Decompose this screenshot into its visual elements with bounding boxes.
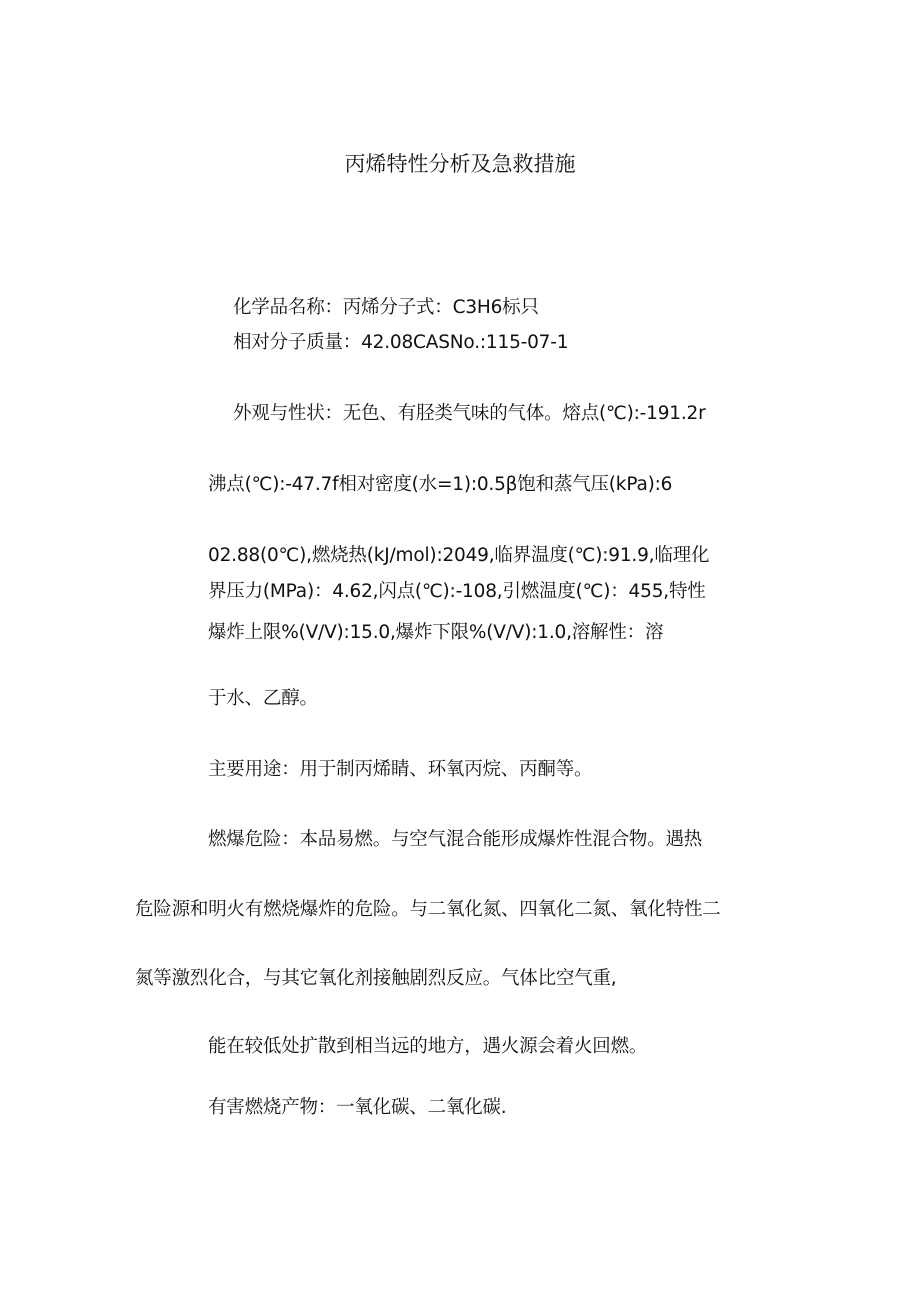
- text-line-molecular-mass: 相对分子质量：42.08CASNo.:115-07-1: [233, 332, 569, 353]
- text-line-solubility: 于水、乙醇。: [208, 688, 318, 709]
- text-line-chemical-name: 化学品名称：丙烯分子式：C3H6标只: [233, 297, 539, 318]
- text-line-explosion-limits: 爆炸上限%(V/V):15.0,爆炸下限%(V/V):1.0,溶解性：溶: [208, 622, 664, 643]
- text-line-main-uses: 主要用途：用于制丙烯睛、环氧丙烷、丙酮等。: [208, 759, 593, 780]
- text-line-combustion-products: 有害燃烧产物：一氧化碳、二氧化碳.: [208, 1097, 507, 1118]
- text-line-hazard-sources: 危险源和明火有燃烧爆炸的危险。与二氧化氮、四氧化二氮、氧化特性二: [135, 899, 721, 920]
- text-line-critical-pressure: 界压力(MPa)：4.62,闪点(℃):-108,引燃温度(℃)：455,特性: [208, 581, 706, 602]
- text-line-boiling-point: 沸点(℃):-47.7f相对密度(水=1):0.5β饱和蒸气压(kPa):6: [208, 474, 673, 495]
- document-title: 丙烯特性分析及急救措施: [344, 152, 576, 176]
- text-line-combustion-heat: 02.88(0℃),燃烧热(kJ∕mol):2049,临界温度(℃):91.9,临理化: [208, 545, 710, 566]
- text-line-gas-diffusion: 能在较低处扩散到相当远的地方，遇火源会着火回燃。: [208, 1036, 648, 1057]
- text-line-fire-hazard: 燃爆危险：本品易燃。与空气混合能形成爆炸性混合物。遇热: [208, 829, 703, 850]
- text-line-appearance: 外观与性状：无色、有胫类气味的气体。熔点(℃):-191.2r: [233, 403, 706, 424]
- text-line-reactions: 氮等激烈化合，与其它氧化剂接触剧烈反应。气体比空气重,: [135, 968, 617, 989]
